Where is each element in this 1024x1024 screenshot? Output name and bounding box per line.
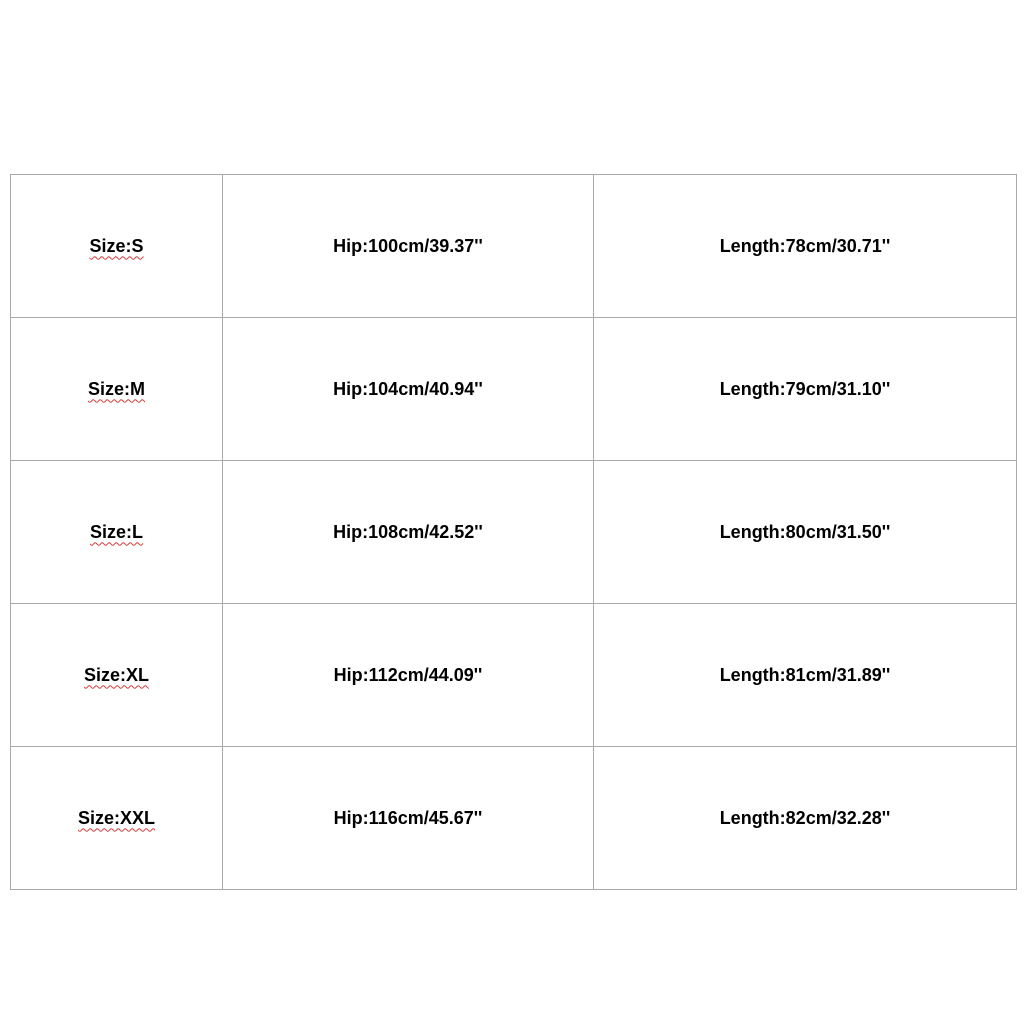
length-cell: Length:82cm/32.28'' — [594, 747, 1017, 890]
table-row — [11, 747, 1017, 890]
size-cell — [11, 461, 223, 604]
size-label: Size:XXL — [77, 807, 156, 828]
size-label: Size:XL — [83, 664, 149, 685]
length-cell: Length:80cm/31.50'' — [594, 461, 1017, 604]
size-chart-table — [10, 174, 1017, 890]
table-row — [11, 461, 1017, 604]
size-label: Size:M — [87, 378, 145, 399]
size-label: Size:S — [89, 235, 144, 256]
size-label: Size:L — [89, 521, 143, 542]
table-row — [11, 175, 1017, 318]
length-cell: Length:78cm/30.71'' — [594, 175, 1017, 318]
table-row — [11, 318, 1017, 461]
size-cell — [11, 318, 223, 461]
size-cell — [11, 747, 223, 890]
length-cell: Length:81cm/31.89'' — [594, 604, 1017, 747]
hip-cell: Hip:104cm/40.94'' — [223, 318, 594, 461]
hip-cell: Hip:112cm/44.09'' — [223, 604, 594, 747]
table-row — [11, 604, 1017, 747]
length-cell: Length:79cm/31.10'' — [594, 318, 1017, 461]
hip-cell: Hip:108cm/42.52'' — [223, 461, 594, 604]
hip-cell: Hip:100cm/39.37'' — [223, 175, 594, 318]
size-cell — [11, 175, 223, 318]
size-cell — [11, 604, 223, 747]
hip-cell: Hip:116cm/45.67'' — [223, 747, 594, 890]
